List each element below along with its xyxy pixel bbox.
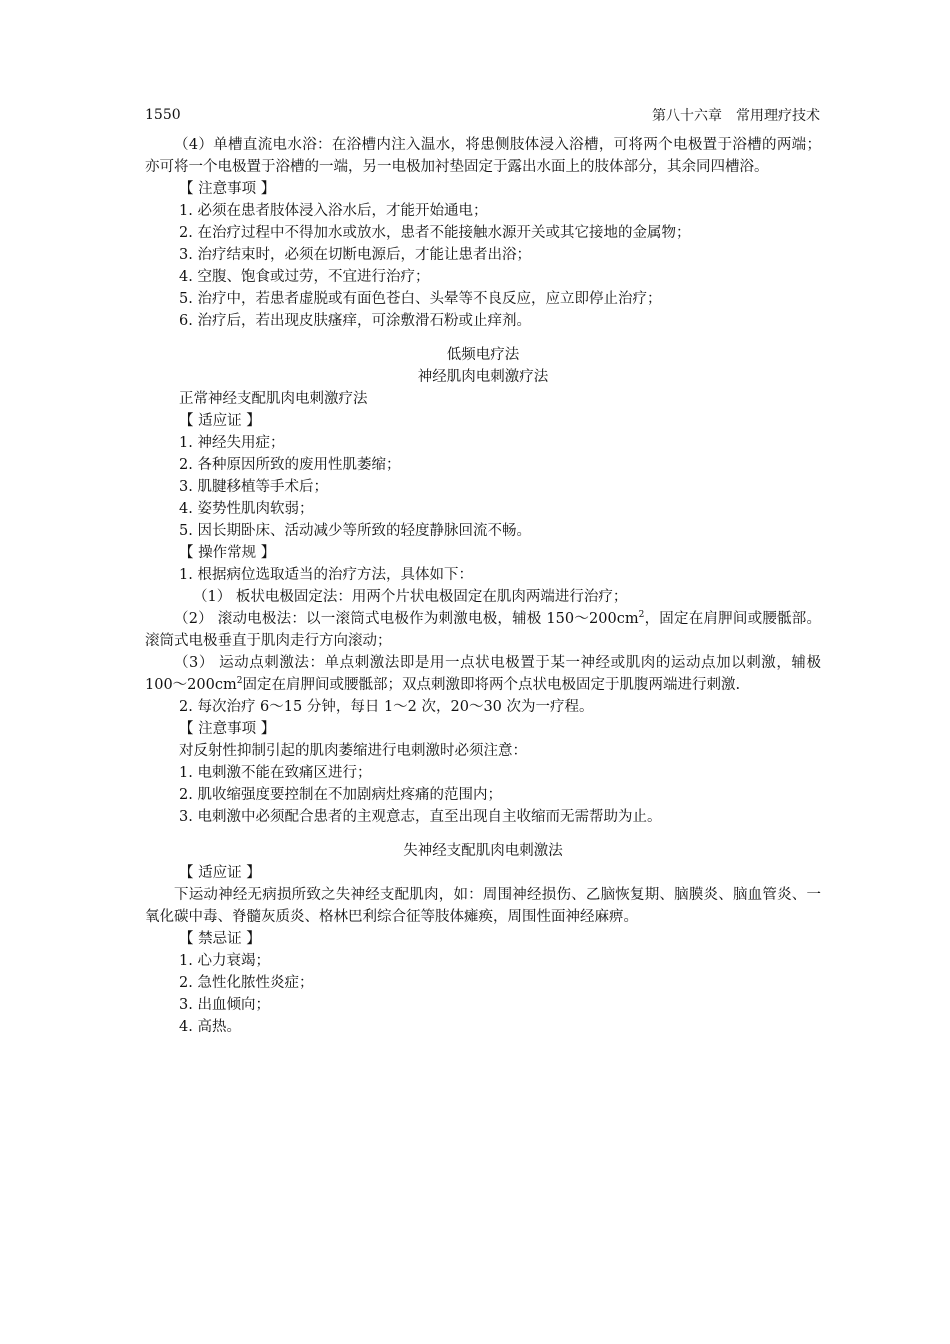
text: （2） 滚动电极法：以一滚筒式电极作为刺激电极，辅极 150～200cm <box>174 611 639 627</box>
page-body <box>145 134 821 1038</box>
paragraph-motor-point <box>145 652 821 696</box>
list-item: 3. 肌腱移植等手术后； <box>179 479 328 495</box>
section-subtitle: 神经肌肉电刺激疗法 <box>417 369 549 385</box>
chapter-title: 第八十六章 常用理疗技术 <box>652 108 820 124</box>
list-item: 1. 神经失用症； <box>179 435 285 451</box>
list-item: 6. 治疗后，若出现皮肤瘙痒，可涂敷滑石粉或止痒剂。 <box>179 313 531 329</box>
list-item: 4. 高热。 <box>179 1019 241 1035</box>
indications-heading: 【 适应证 】 <box>179 865 261 881</box>
list-item: 4. 姿势性肌肉软弱； <box>179 501 314 517</box>
list-item: 2. 肌收缩强度要控制在不加剧病灶疼痛的范围内； <box>179 787 502 803</box>
section-title: 失神经支配肌肉电刺激法 <box>403 843 563 859</box>
list-item: 3. 电刺激中必须配合患者的主观意志，直至出现自主收缩而无需帮助为止。 <box>179 809 662 825</box>
list-item: 5. 因长期卧床、活动减少等所致的轻度静脉回流不畅。 <box>179 523 531 539</box>
contraindications-heading: 【 禁忌证 】 <box>179 931 261 947</box>
page-header <box>145 104 820 126</box>
list-item: 2. 每次治疗 6～15 分钟，每日 1～2 次，20～30 次为一疗程。 <box>179 699 594 715</box>
page-number: 1550 <box>145 107 181 123</box>
paragraph-indications: 下运动神经无病损所致之失神经支配肌肉，如：周围神经损伤、乙脑恢复期、脑膜炎、脑血管炎、一氧化碳中毒、脊髓灰质炎、格林巴利综合征等肢体瘫痪，周围性面神经麻痹。 <box>145 887 821 925</box>
notes-heading: 【 注意事项 】 <box>179 181 276 197</box>
text: 固定在肩胛间或腰骶部；双点刺激即将两个点状电极固定于肌腹两端进行刺激. <box>242 677 741 693</box>
list-item: 3. 出血倾向； <box>179 997 270 1013</box>
list-item: 1. 电刺激不能在致痛区进行； <box>179 765 372 781</box>
list-item: 1. 必须在患者肢体浸入浴水后，才能开始通电； <box>179 203 488 219</box>
list-item: （1） 板状电极固定法：用两个片状电极固定在肌肉两端进行治疗； <box>193 589 628 605</box>
list-item: 1. 根据病位选取适当的治疗方法，具体如下： <box>179 567 473 583</box>
section-title: 低频电疗法 <box>446 347 520 363</box>
list-item: 4. 空腹、饱食或过劳，不宜进行治疗； <box>179 269 430 285</box>
text: ，固定在肩胛间或腰骶部。滚筒式电极垂直于肌肉走行方向滚动； <box>145 611 822 649</box>
paragraph-rolling-electrode <box>145 608 821 652</box>
method-title: 正常神经支配肌肉电刺激疗法 <box>179 391 368 407</box>
list-item: 1. 心力衰竭； <box>179 953 270 969</box>
list-item: 2. 各种原因所致的废用性肌萎缩； <box>179 457 401 473</box>
superscript: 2 <box>236 676 243 687</box>
superscript: 2 <box>638 610 645 621</box>
list-item: 2. 在治疗过程中不得加水或放水，患者不能接触水源开关或其它接地的金属物； <box>179 225 691 241</box>
ops-heading: 【 操作常规 】 <box>179 545 276 561</box>
list-item: 2. 急性化脓性炎症； <box>179 975 314 991</box>
notes-heading: 【 注意事项 】 <box>179 721 276 737</box>
indications-heading: 【 适应证 】 <box>179 413 261 429</box>
paragraph-single-tank-bath: （4）单槽直流电水浴：在浴槽内注入温水，将患侧肢体浸入浴槽，可将两个电极置于浴槽的两端；亦可将一个电极置于浴槽的一端，另一电极加衬垫固定于露出水面上的肢体部分，其余同四槽浴。 <box>145 137 821 175</box>
notes-intro: 对反射性抑制引起的肌肉萎缩进行电刺激时必须注意： <box>179 743 527 759</box>
list-item: 5. 治疗中，若患者虚脱或有面色苍白、头晕等不良反应，应立即停止治疗； <box>179 291 662 307</box>
list-item: 3. 治疗结束时，必须在切断电源后，才能让患者出浴； <box>179 247 531 263</box>
text: （3） 运动点刺激法：单点刺激法即是用一点状电极置于某一神经或肌肉的运动点加以刺激，辅极 100～200cm <box>145 655 821 693</box>
